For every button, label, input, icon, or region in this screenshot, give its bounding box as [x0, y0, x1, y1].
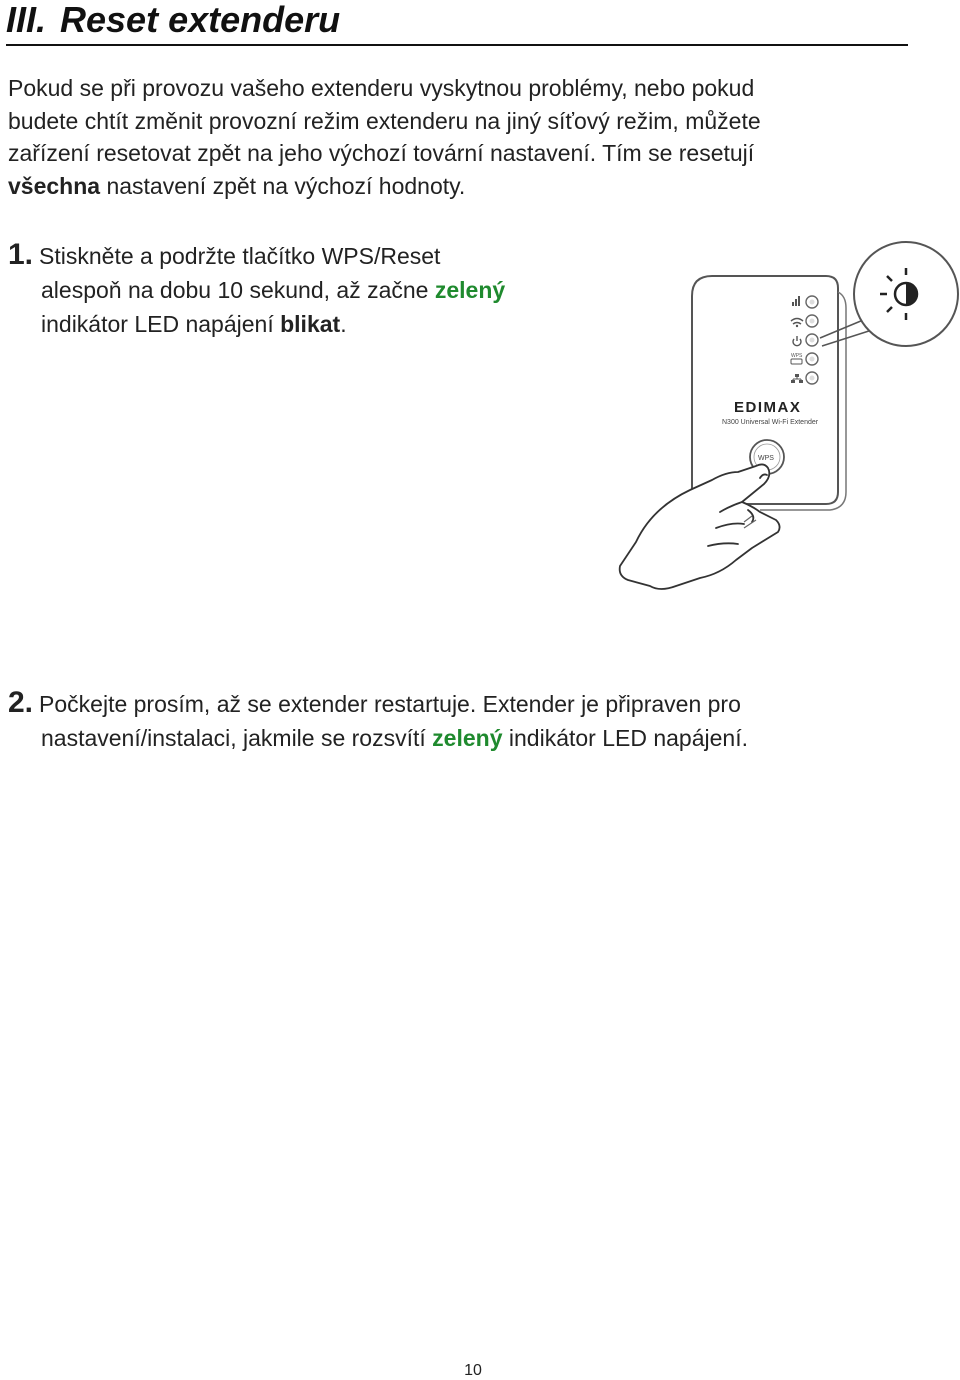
- wps-button-label: WPS: [758, 455, 774, 462]
- section-title: Reset extenderu: [60, 0, 341, 40]
- intro-line: zařízení resetovat zpět na jeho výchozí tovární nastavení. Tím se resetují: [8, 140, 755, 166]
- step-1: [8, 238, 608, 341]
- step-2: [8, 686, 938, 755]
- intro-line: budete chtít změnit provozní režim extenderu na jiný síťový režim, můžete: [8, 107, 761, 134]
- step-2-line: [8, 686, 938, 721]
- step-2-text: nastavení/instalaci, jakmile se rozsvítí: [41, 725, 433, 751]
- step-2-text-end: indikátor LED napájení.: [502, 725, 748, 751]
- step-1-line: [8, 238, 608, 273]
- step-1-text: indikátor LED napájení: [41, 311, 281, 337]
- led-indicator: [806, 296, 818, 308]
- intro-paragraph: [8, 72, 908, 202]
- step-1-line: [8, 307, 608, 341]
- green-highlight: zelený: [434, 277, 506, 303]
- green-highlight: zelený: [432, 725, 503, 751]
- step-2-line: [8, 721, 938, 755]
- intro-line: [8, 170, 908, 203]
- step-1-period: .: [340, 311, 347, 337]
- led-indicator: [806, 315, 818, 327]
- extender-reset-illustration: [606, 238, 960, 594]
- wps-led-label: WPS: [791, 353, 803, 359]
- step-1-text: Stiskněte a podržte tlačítko WPS/Reset: [39, 243, 441, 269]
- intro-emphasis: všechna: [8, 172, 101, 199]
- intro-line: Pokud se při provozu vašeho extenderu vyskytnou problémy, nebo pokud: [8, 75, 755, 101]
- led-indicator: [806, 372, 818, 384]
- power-led-indicator: [806, 334, 818, 346]
- section-heading: [6, 0, 340, 42]
- step-1-emphasis: blikat: [280, 311, 341, 337]
- step-2-text: Počkejte prosím, až se extender restartuje. Extender je připraven pro: [39, 691, 741, 717]
- intro-line-rest: nastavení zpět na výchozí hodnoty.: [100, 172, 466, 199]
- step-1-text: alespoň na dobu 10 sekund, až začne: [41, 277, 435, 303]
- heading-underline: [6, 44, 908, 46]
- step-1-line: [8, 273, 608, 307]
- model-label: N300 Universal Wi-Fi Extender: [722, 419, 819, 426]
- page-number: 10: [464, 1362, 482, 1379]
- led-indicator: [806, 353, 818, 365]
- step-1-number: 1.: [8, 238, 34, 271]
- step-2-number: 2.: [8, 686, 34, 719]
- section-number: III.: [6, 0, 47, 40]
- brand-logo: EDIMAX: [734, 399, 802, 416]
